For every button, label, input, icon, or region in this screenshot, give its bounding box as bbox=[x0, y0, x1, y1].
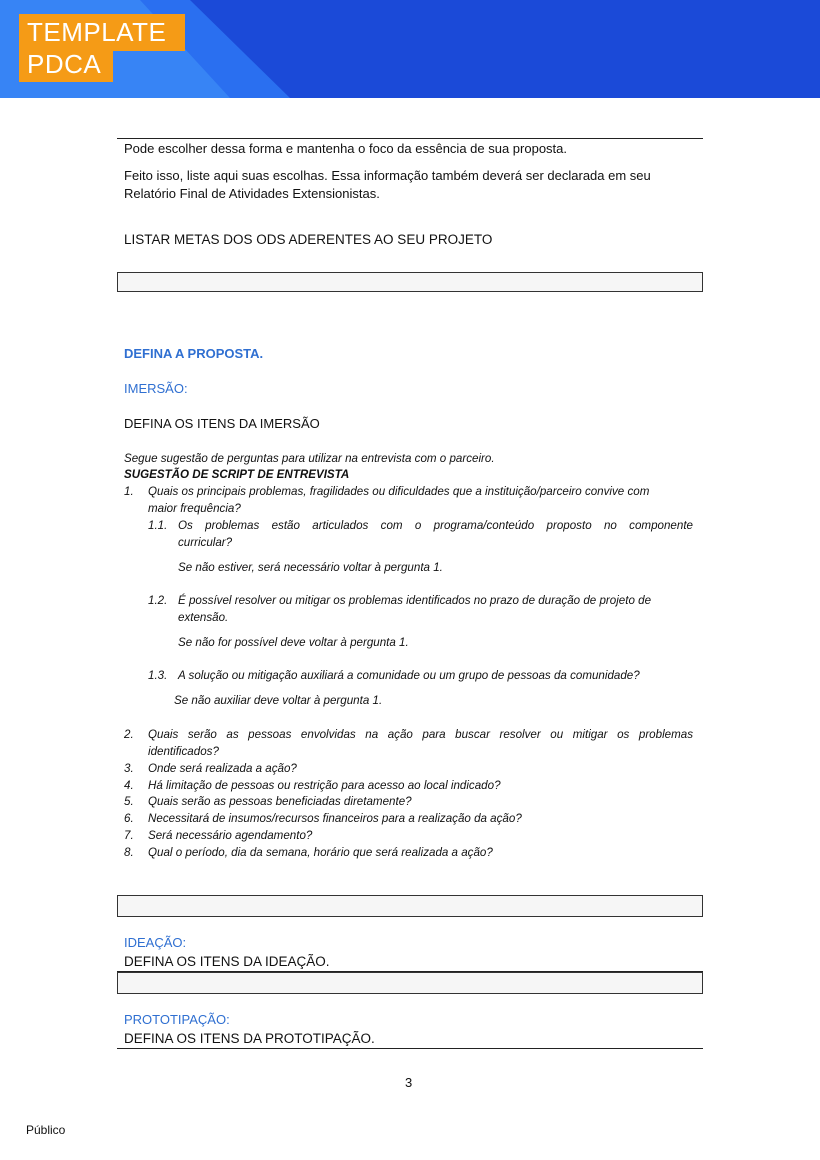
proposta-heading: DEFINA A PROPOSTA. bbox=[124, 346, 264, 361]
question-1-2-line-2: extensão. bbox=[178, 611, 229, 624]
question-1-2-line-1: É possível resolver ou mitigar os problemas identificados no prazo de duração de projeto de bbox=[178, 594, 652, 607]
question-1-line-2: maior frequência? bbox=[148, 502, 241, 515]
question-2-line-1: Quais serão as pessoas envolvidas na ação para buscar resolver ou mitigar os problemas bbox=[148, 728, 693, 741]
script-title: SUGESTÃO DE SCRIPT DE ENTREVISTA bbox=[124, 468, 350, 481]
prototipacao-title: DEFINA OS ITENS DA PROTOTIPAÇÃO. bbox=[124, 1031, 375, 1046]
question-1-2-note: Se não for possível deve voltar à pergunta 1. bbox=[178, 636, 409, 649]
question-7-text: Será necessário agendamento? bbox=[148, 829, 313, 842]
imersao-input-box[interactable] bbox=[117, 895, 703, 917]
template-pdca-logo bbox=[19, 14, 185, 82]
question-5-number: 5. bbox=[124, 795, 134, 808]
question-8-number: 8. bbox=[124, 846, 134, 859]
imersao-label: IMERSÃO: bbox=[124, 381, 188, 396]
question-1-1-line-2: curricular? bbox=[178, 536, 233, 549]
question-1-number: 1. bbox=[124, 485, 134, 498]
question-3-number: 3. bbox=[124, 762, 134, 775]
question-1-2-number: 1.2. bbox=[148, 594, 168, 607]
question-1-line-1: Quais os principais problemas, fragilidades ou dificuldades que a instituição/parceiro convive com bbox=[148, 485, 650, 498]
divider-top bbox=[117, 138, 703, 139]
question-8-text: Qual o período, dia da semana, horário que será realizada a ação? bbox=[148, 846, 493, 859]
prototipacao-divider bbox=[117, 1048, 703, 1049]
ideacao-input-box[interactable] bbox=[117, 972, 703, 994]
question-1-1-number: 1.1. bbox=[148, 519, 168, 532]
intro-paragraph-2-line-2: Relatório Final de Atividades Extensionistas. bbox=[124, 186, 380, 201]
question-6-text: Necessitará de insumos/recursos financeiros para a realização da ação? bbox=[148, 812, 522, 825]
ods-section-title: LISTAR METAS DOS ODS ADERENTES AO SEU PROJETO bbox=[124, 232, 493, 247]
suggestion-text: Segue sugestão de perguntas para utilizar na entrevista com o parceiro. bbox=[124, 452, 495, 465]
prototipacao-label: PROTOTIPAÇÃO: bbox=[124, 1012, 230, 1027]
logo-line-1: TEMPLATE bbox=[27, 17, 167, 47]
intro-paragraph-2-line-1: Feito isso, liste aqui suas escolhas. Essa informação também deverá ser declarada em seu bbox=[124, 168, 651, 183]
question-1-3-note: Se não auxiliar deve voltar à pergunta 1. bbox=[174, 694, 383, 707]
question-1-1-line-1: Os problemas estão articulados com o programa/conteúdo proposto no componente bbox=[178, 519, 693, 532]
logo-line-2: PDCA bbox=[27, 49, 102, 79]
classification-label: Público bbox=[26, 1123, 66, 1137]
question-4-number: 4. bbox=[124, 779, 134, 792]
header-banner bbox=[0, 0, 820, 98]
question-1-3-line-1: A solução ou mitigação auxiliará a comunidade ou um grupo de pessoas da comunidade? bbox=[178, 669, 640, 682]
question-2-number: 2. bbox=[124, 728, 134, 741]
question-5-text: Quais serão as pessoas beneficiadas diretamente? bbox=[148, 795, 412, 808]
ideacao-title: DEFINA OS ITENS DA IDEAÇÃO. bbox=[124, 954, 330, 969]
ideacao-label: IDEAÇÃO: bbox=[124, 935, 187, 950]
intro-paragraph-1: Pode escolher dessa forma e mantenha o foco da essência de sua proposta. bbox=[124, 141, 568, 156]
question-6-number: 6. bbox=[124, 812, 134, 825]
question-1-3-number: 1.3. bbox=[148, 669, 168, 682]
ods-input-box[interactable] bbox=[117, 272, 703, 292]
page-number: 3 bbox=[405, 1075, 413, 1090]
question-7-number: 7. bbox=[124, 829, 134, 842]
question-4-text: Há limitação de pessoas ou restrição para acesso ao local indicado? bbox=[148, 779, 501, 792]
question-3-text: Onde será realizada a ação? bbox=[148, 762, 297, 775]
imersao-items-title: DEFINA OS ITENS DA IMERSÃO bbox=[124, 416, 320, 431]
question-2-line-2: identificados? bbox=[148, 745, 219, 758]
question-1-1-note: Se não estiver, será necessário voltar à pergunta 1. bbox=[178, 561, 443, 574]
